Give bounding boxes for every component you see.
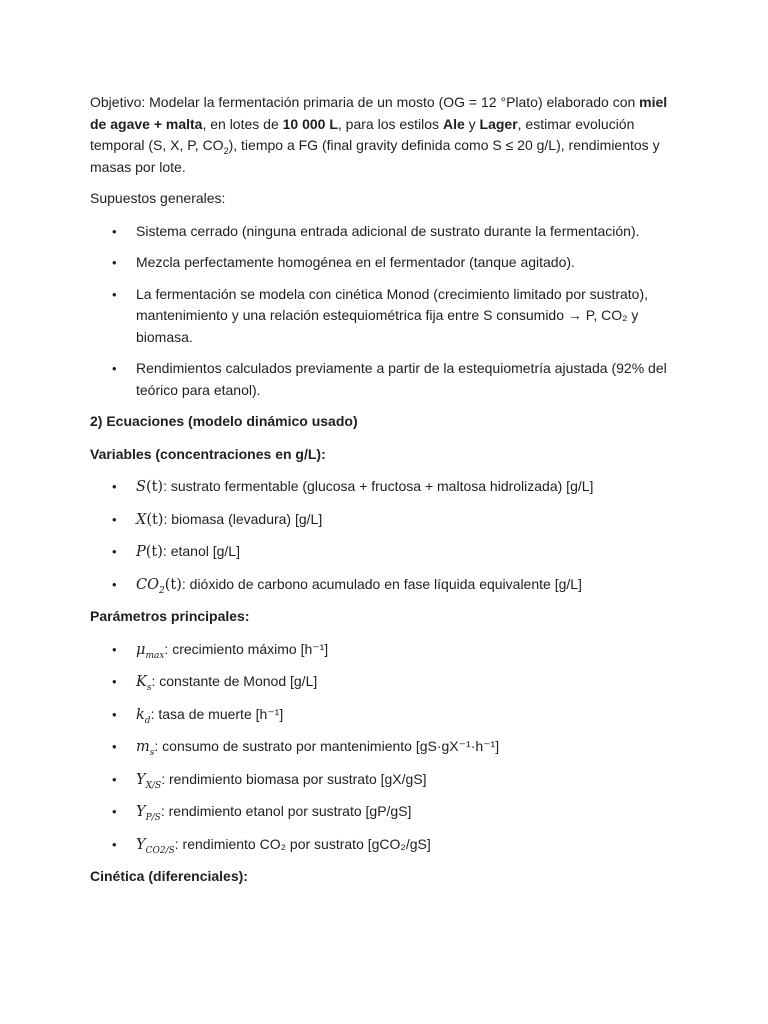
symbol-subscript: s	[146, 682, 152, 693]
symbol-subscript: X/S	[145, 780, 162, 791]
list-item	[90, 284, 680, 349]
math-symbol	[136, 641, 165, 661]
symbol-subscript: max	[145, 650, 165, 661]
math-symbol	[136, 739, 155, 758]
symbol-base: μ	[136, 641, 146, 658]
symbol-subscript: P/S	[145, 812, 161, 823]
assumptions-heading: Supuestos generales:	[90, 190, 226, 206]
list-item	[90, 736, 680, 759]
section-heading: 2) Ecuaciones (modelo dinámico usado)	[90, 413, 358, 429]
list-item	[90, 574, 680, 597]
objective-paragraph	[90, 92, 680, 178]
list-item-text: Sistema cerrado (ninguna entrada adicional de sustrato durante la fermentación).	[136, 222, 640, 239]
symbol-base: k	[136, 706, 145, 723]
bullet-icon: •	[112, 361, 117, 376]
objective-bold-3: Ale	[442, 115, 465, 132]
parameters-heading: Parámetros principales:	[90, 608, 250, 624]
variables-list	[90, 476, 680, 596]
math-symbol	[136, 804, 161, 823]
math-symbol	[136, 544, 163, 560]
bullet-icon: •	[112, 836, 117, 852]
list-item-text: Mezcla perfectamente homogénea en el fermentador (tanque agitado).	[136, 254, 575, 270]
list-item-text: : etanol [g/L]	[162, 543, 240, 559]
symbol-base: S	[136, 479, 146, 495]
symbol-base: Y	[136, 804, 146, 820]
list-item	[90, 671, 680, 694]
symbol-base: X	[136, 511, 147, 528]
list-item	[90, 801, 680, 824]
bullet-icon: •	[112, 223, 117, 239]
list-item	[90, 358, 680, 401]
bullet-icon: •	[112, 511, 117, 527]
math-symbol	[136, 512, 163, 528]
list-item	[90, 509, 680, 532]
symbol-argument: (t)	[145, 479, 164, 495]
list-item-text: : dióxido de carbono acumulado en fase líquida equivalente [g/L]	[181, 575, 582, 592]
list-item	[90, 252, 680, 274]
symbol-argument: (t)	[164, 576, 182, 593]
list-item-text: : biomasa (levadura) [g/L]	[163, 510, 323, 527]
parameters-list	[90, 639, 680, 857]
bullet-icon: •	[112, 706, 117, 722]
kinetics-heading: Cinética (diferenciales):	[90, 868, 248, 884]
bullet-icon: •	[112, 479, 117, 494]
list-item	[90, 834, 680, 857]
bullet-icon: •	[112, 641, 117, 657]
symbol-base: P	[136, 544, 146, 560]
list-item-text: : rendimiento CO₂ por sustrato [gCO₂/gS]	[174, 835, 431, 852]
symbol-base: Y	[136, 836, 146, 853]
symbol-subscript: CO2/S	[145, 845, 175, 856]
objective-text-4: y	[464, 115, 480, 132]
bullet-icon: •	[112, 286, 117, 302]
list-item-text: Rendimientos calculados previamente a partir de la estequiometría ajustada (92% del teórico para etanol).	[136, 360, 667, 398]
objective-text-1: Objetivo: Modelar la fermentación primaria de un mosto (OG = 12 °Plato) elaborado con	[90, 94, 640, 110]
math-symbol	[136, 771, 162, 791]
variables-heading: Variables (concentraciones en g/L):	[90, 445, 326, 462]
math-symbol	[136, 576, 182, 596]
objective-subscript: 2	[223, 145, 229, 156]
objective-text-2: , en lotes de	[202, 115, 283, 132]
symbol-base: m	[136, 739, 150, 755]
list-item	[90, 221, 680, 243]
list-item	[90, 769, 680, 792]
symbol-argument: (t)	[146, 511, 164, 528]
objective-text-3: , para los estilos	[337, 115, 443, 132]
bullet-icon: •	[112, 804, 117, 819]
objective-text-5: , estimar evolución temporal (S, X, P, CO	[90, 115, 635, 153]
list-item-text: : crecimiento máximo [h⁻¹]	[164, 640, 329, 657]
list-item	[90, 704, 680, 727]
objective-text-6: ), tiempo a FG (final gravity definida como S ≤ 20 g/L), rendimientos y masas por lote.	[90, 137, 660, 175]
bullet-icon: •	[112, 771, 117, 787]
list-item-text: : sustrato fermentable (glucosa + fructosa + maltosa hidrolizada) [g/L]	[163, 478, 594, 494]
symbol-argument: (t)	[145, 544, 163, 560]
symbol-subscript: 2	[158, 585, 165, 596]
list-item-text: : rendimiento etanol por sustrato [gP/gS]	[160, 803, 412, 819]
symbol-base: Y	[136, 771, 146, 788]
symbol-subscript: d	[144, 715, 151, 726]
bullet-icon: •	[112, 544, 117, 559]
math-symbol	[136, 479, 163, 495]
objective-bold-4: Lager	[479, 115, 518, 132]
objective-bold-1: miel de agave + malta	[90, 94, 668, 132]
document-body	[90, 92, 680, 899]
list-item-text: : consumo de sustrato por mantenimiento [gS·gX⁻¹·h⁻¹]	[154, 738, 500, 754]
objective-bold-2: 10 000 L	[282, 115, 338, 132]
list-item	[90, 541, 680, 564]
symbol-base: K	[136, 674, 147, 690]
bullet-icon: •	[112, 739, 117, 754]
list-item-text: : constante de Monod [g/L]	[151, 673, 318, 689]
symbol-base: CO	[136, 576, 159, 593]
assumptions-list	[90, 221, 680, 402]
math-symbol	[136, 674, 152, 693]
list-item-text: : tasa de muerte [h⁻¹]	[150, 705, 284, 722]
list-item-text: La fermentación se modela con cinética Monod (crecimiento limitado por sustrato), mantenimiento y una relación estequiométrica fija entre S consumido → P, CO₂ y biomasa.	[136, 285, 649, 345]
list-item-text: : rendimiento biomasa por sustrato [gX/gS]	[161, 770, 427, 787]
symbol-subscript: s	[149, 747, 155, 758]
math-symbol	[136, 836, 175, 856]
list-item	[90, 639, 680, 662]
list-item	[90, 476, 680, 499]
bullet-icon: •	[112, 674, 117, 689]
bullet-icon: •	[112, 255, 117, 270]
math-symbol	[136, 706, 151, 726]
bullet-icon: •	[112, 576, 117, 592]
